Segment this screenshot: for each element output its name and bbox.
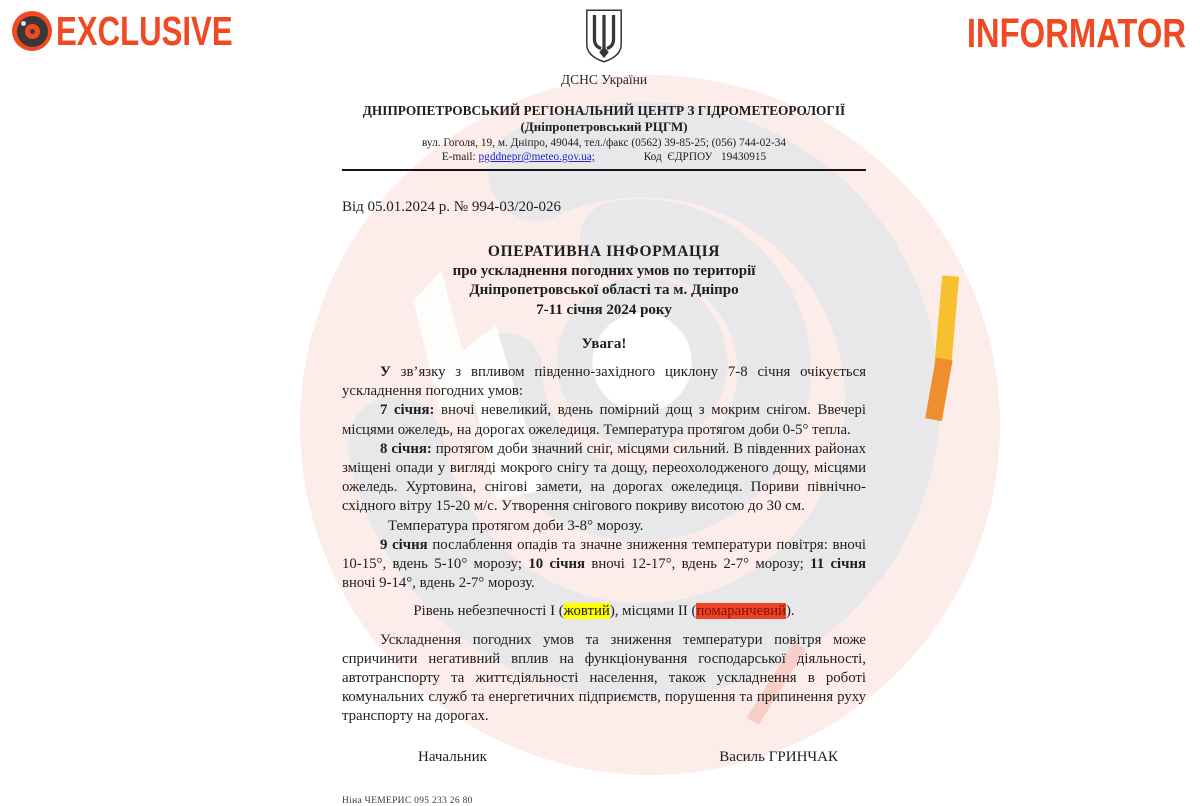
reference-line: Від 05.01.2024 р. № 994-03/20-026 — [342, 199, 562, 215]
emblem-wrap — [342, 0, 866, 70]
agency-name: ДСНС України — [560, 72, 648, 87]
document-subtitle: Дніпропетровської області та м. Дніпро — [469, 282, 739, 298]
text-segment: Температура протягом доби 3-8° морозу. — [388, 517, 644, 534]
paragraph — [342, 631, 866, 727]
text-segment: 9 січня — [380, 536, 428, 553]
title-block — [342, 242, 866, 320]
signature-row — [342, 749, 866, 766]
document-page — [342, 0, 866, 806]
org-address: вул. Гоголя, 19, м. Дніпро, 49044, тел./факс (0562) 39-85-25; (056) 744-02-34 — [421, 137, 787, 149]
email-label: E-mail: — [441, 151, 476, 163]
text-segment: ). — [785, 603, 795, 620]
text-segment: Ускладнення погодних умов та зниження температури повітря може спричинити негативний вплив на функціонування господарської діяльності, автотранспорту та життєдіяльності населення, також ускладнення в роботі комунальних служб та енергетичних підприємств, порушення та припинення руху транспорту на дорогах. — [342, 631, 866, 725]
document-title: ОПЕРАТИВНА ІНФОРМАЦІЯ — [487, 243, 721, 260]
document-body — [342, 363, 866, 727]
text-segment: вночі 12-17°, вдень 2-7° морозу; — [585, 556, 811, 573]
org-short-name: (Дніпропетровський РЦГМ) — [520, 119, 688, 134]
email-link[interactable]: pgddnepr@meteo.gov.ua; — [478, 151, 595, 163]
text-segment: У — [380, 364, 391, 380]
text-segment: 7 січня: — [380, 402, 435, 419]
attention-heading: Увага! — [581, 336, 627, 352]
text-segment: Рівень небезпечності І ( — [413, 603, 564, 620]
paragraph — [342, 401, 866, 439]
paragraph — [342, 440, 866, 517]
paragraph — [342, 517, 866, 536]
exclusive-label: EXCLUSIVE — [56, 8, 233, 54]
informator-label: INFORMATOR — [966, 10, 1186, 56]
text-segment: 10 січня — [528, 556, 586, 573]
highlighted-text: жовтий — [563, 603, 610, 620]
letterhead-divider — [342, 169, 866, 171]
signature-position: Начальник — [418, 748, 487, 765]
email-line — [342, 151, 866, 164]
eye-icon — [12, 11, 52, 51]
text-segment: вночі невеликий, вдень помірний дощ з мокрим снігом. Ввечері місцями ожеледь, на дорогах ожеледиця. Температура протягом доби 0-5° тепла. — [342, 402, 866, 438]
document-subtitle: про ускладнення погодних умов по території — [452, 262, 756, 279]
eye-pupil — [25, 24, 40, 39]
edrpou-code: Код ЄДРПОУ 19430915 — [643, 151, 767, 163]
highlighted-text: помаранчевий — [696, 603, 786, 620]
ukraine-trident-emblem — [583, 8, 625, 64]
text-segment: ), місцями ІІ ( — [609, 603, 697, 620]
text-segment: 8 січня: — [380, 440, 432, 457]
paragraph — [342, 536, 866, 594]
document-subtitle: 7-11 січня 2024 року — [536, 301, 672, 318]
danger-level-line — [342, 602, 866, 621]
informator-logo — [912, 10, 1186, 56]
eye-iris — [17, 16, 48, 47]
text-segment: протягом доби значний сніг, місцями сильний. В південних районах зміщені опади у вигляді мокрого снігу та дощу, переохолодженого дощу, місцями ожеледь. Хуртовина, снігові замети, на дорогах ожеледиця. Пориви північно-східного вітру 15-20 м/с. Утворення снігового покриву висотою до 30 см. — [342, 440, 866, 515]
executor-note: Ніна ЧЕМЕРИС 095 233 26 80 — [342, 795, 473, 806]
org-name: ДНІПРОПЕТРОВСЬКИЙ РЕГІОНАЛЬНИЙ ЦЕНТР З ГІДРОМЕТЕОРОЛОГІЇ — [362, 103, 846, 118]
text-segment: послаблення опадів та значне зниження температури повітря: вночі 10-15°, вдень 5-10° морозу; — [342, 536, 866, 573]
paragraph — [342, 363, 866, 401]
exclusive-logo — [12, 8, 288, 54]
signature-name: Василь ГРИНЧАК — [719, 748, 838, 765]
text-segment: вночі 9-14°, вдень 2-7° морозу. — [342, 575, 535, 592]
text-segment: 11 січня — [810, 556, 866, 573]
eye-glint — [21, 21, 26, 26]
text-segment: зв’язку з впливом південно-західного циклону 7-8 січня очікується ускладнення погодних умов: — [342, 364, 866, 400]
